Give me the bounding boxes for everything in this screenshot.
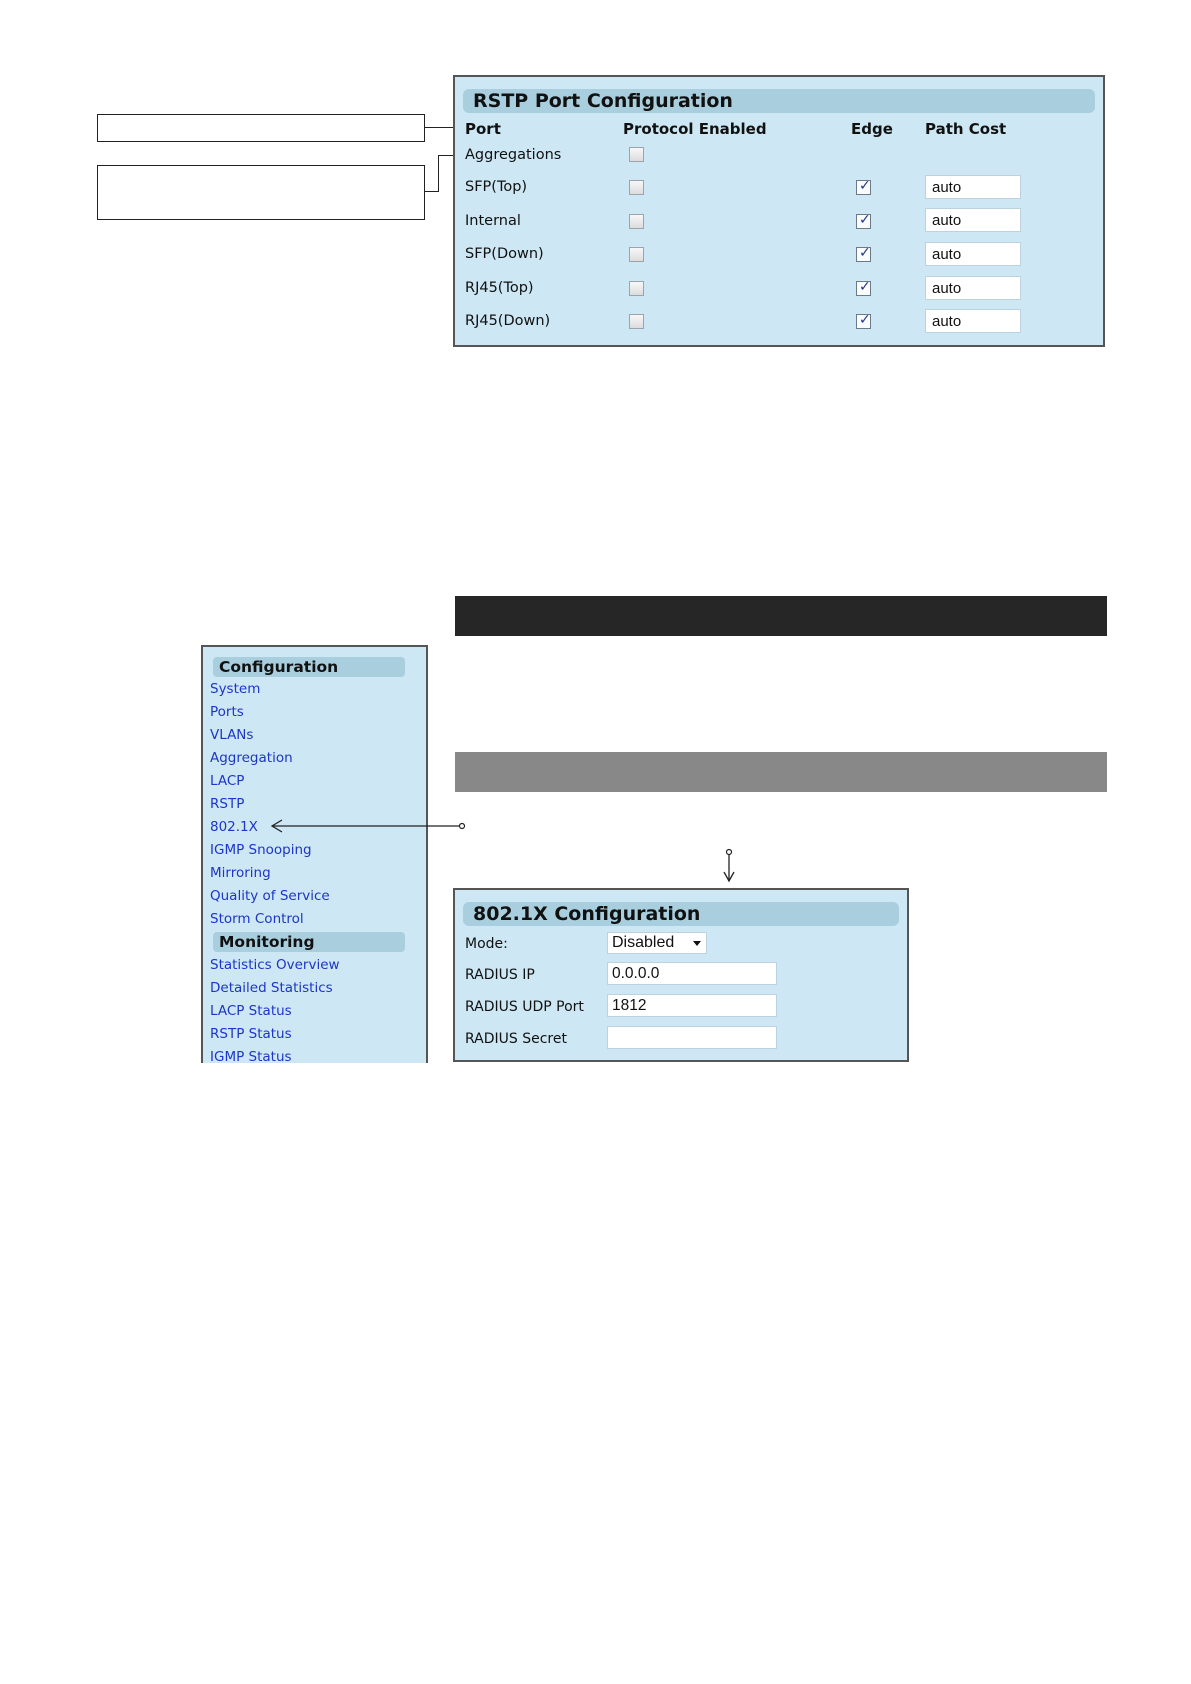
rstp-panel-title: RSTP Port Configuration [463, 89, 1095, 113]
dot1x-config-panel [453, 888, 909, 1062]
sidebar-section-monitoring: Monitoring [213, 932, 405, 952]
radius-udp-port-label: RADIUS UDP Port [465, 999, 584, 1015]
radius-ip-input[interactable]: 0.0.0.0 [607, 962, 777, 985]
path-cost-input[interactable]: auto [925, 276, 1021, 300]
edge-checkbox[interactable] [856, 247, 871, 262]
sidebar-item-rstp-status[interactable]: RSTP Status [210, 1026, 292, 1042]
mode-label: Mode: [465, 936, 508, 952]
arrow-down-icon [721, 848, 737, 884]
protocol-enabled-checkbox[interactable] [629, 247, 644, 262]
sidebar-item-aggregation[interactable]: Aggregation [210, 750, 293, 766]
sidebar-item-igmp-snooping[interactable]: IGMP Snooping [210, 842, 312, 858]
protocol-enabled-checkbox[interactable] [629, 147, 644, 162]
protocol-enabled-checkbox[interactable] [629, 180, 644, 195]
radius-udp-port-input[interactable]: 1812 [607, 994, 777, 1017]
sidebar-item-vlans[interactable]: VLANs [210, 727, 254, 743]
edge-checkbox[interactable] [856, 180, 871, 195]
callout-box-port [97, 114, 425, 142]
edge-checkbox[interactable] [856, 314, 871, 329]
sidebar-item-ports[interactable]: Ports [210, 704, 244, 720]
row-port-internal: Internal [465, 213, 521, 229]
dot1x-panel-title: 802.1X Configuration [463, 902, 899, 926]
leader-line-aggregations-v [438, 155, 439, 192]
sidebar-item-igmp-status[interactable]: IGMP Status [210, 1049, 292, 1063]
mode-select-value: Disabled [612, 934, 675, 951]
mode-select[interactable] [607, 932, 707, 954]
radius-secret-label: RADIUS Secret [465, 1031, 567, 1047]
sidebar-item-rstp[interactable]: RSTP [210, 796, 245, 812]
leader-line-aggregations-h1 [425, 191, 439, 192]
sidebar-section-configuration: Configuration [213, 657, 405, 677]
sidebar-item-quality-of-service[interactable]: Quality of Service [210, 888, 330, 904]
row-port-sfp-down: SFP(Down) [465, 246, 544, 262]
path-cost-input[interactable]: auto [925, 175, 1021, 199]
arrow-left-icon [268, 818, 468, 834]
row-port-rj45-down: RJ45(Down) [465, 313, 551, 329]
subsection-heading-bar [455, 752, 1107, 792]
sidebar-menu [201, 645, 428, 1063]
path-cost-input[interactable]: auto [925, 242, 1021, 266]
sidebar-item-lacp[interactable]: LACP [210, 773, 245, 789]
row-port-rj45-top: RJ45(Top) [465, 280, 534, 296]
sidebar-item-system[interactable]: System [210, 681, 261, 697]
sidebar-item-802-1x[interactable]: 802.1X [210, 819, 258, 835]
protocol-enabled-checkbox[interactable] [629, 214, 644, 229]
radius-secret-input[interactable] [607, 1026, 777, 1049]
section-heading-bar [455, 596, 1107, 636]
protocol-enabled-checkbox[interactable] [629, 314, 644, 329]
leader-line-port [425, 127, 456, 128]
path-cost-input[interactable]: auto [925, 309, 1021, 333]
radius-ip-label: RADIUS IP [465, 967, 535, 983]
header-path-cost: Path Cost [925, 120, 1007, 138]
sidebar-item-mirroring[interactable]: Mirroring [210, 865, 271, 881]
path-cost-input[interactable]: auto [925, 208, 1021, 232]
header-protocol-enabled: Protocol Enabled [623, 120, 767, 138]
row-port-sfp-top: SFP(Top) [465, 179, 528, 195]
edge-checkbox[interactable] [856, 281, 871, 296]
rstp-port-config-panel [453, 75, 1105, 347]
sidebar-item-statistics-overview[interactable]: Statistics Overview [210, 957, 340, 973]
protocol-enabled-checkbox[interactable] [629, 281, 644, 296]
sidebar-item-lacp-status[interactable]: LACP Status [210, 1003, 292, 1019]
sidebar-item-detailed-statistics[interactable]: Detailed Statistics [210, 980, 333, 996]
header-edge: Edge [851, 120, 893, 138]
callout-box-aggregations [97, 165, 425, 220]
header-port: Port [465, 120, 501, 138]
chevron-down-icon [693, 941, 701, 946]
row-port-aggregations: Aggregations [465, 147, 562, 163]
sidebar-item-storm-control[interactable]: Storm Control [210, 911, 304, 927]
edge-checkbox[interactable] [856, 214, 871, 229]
